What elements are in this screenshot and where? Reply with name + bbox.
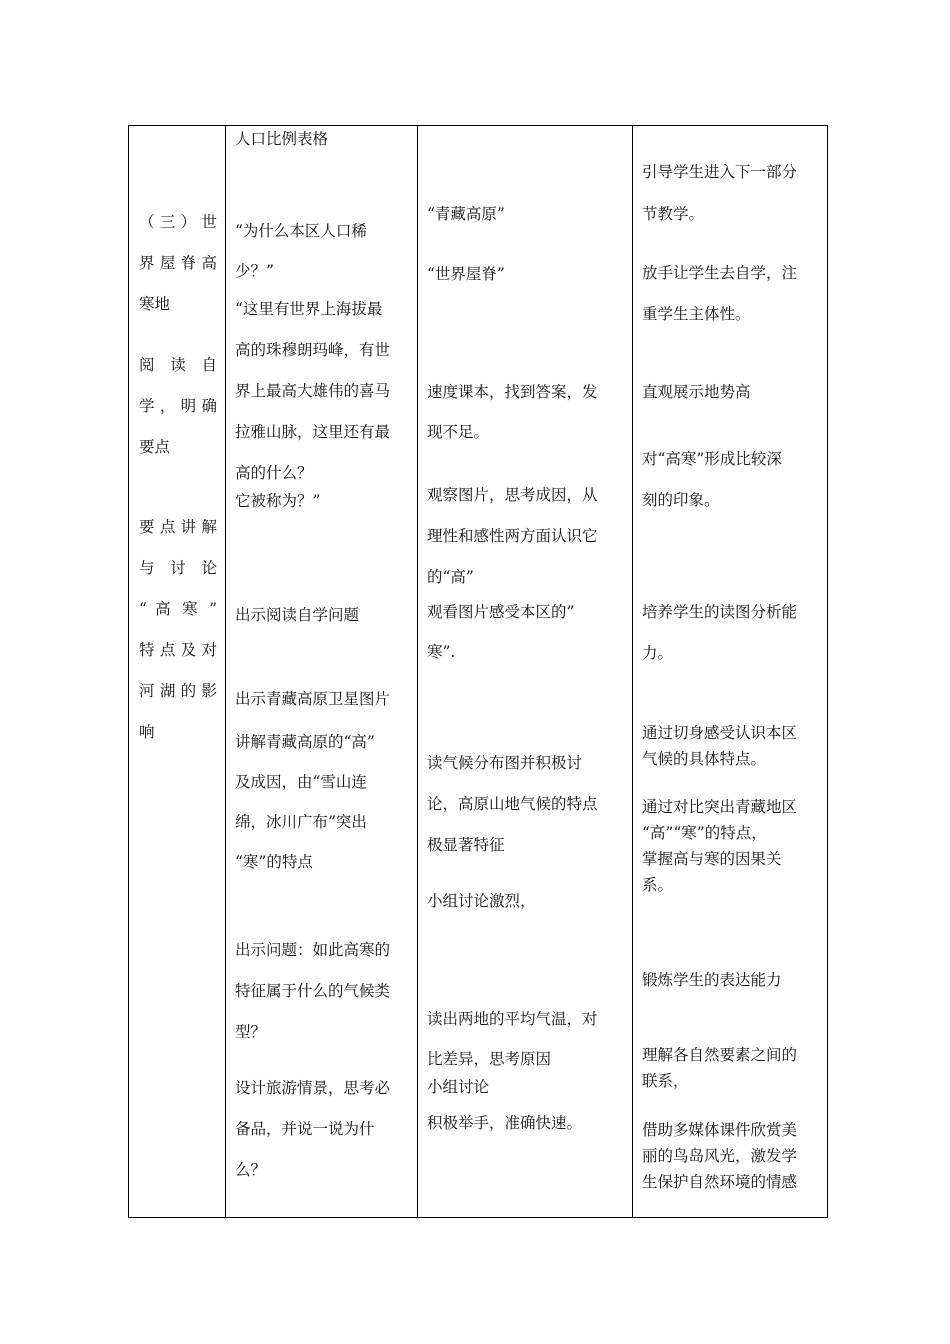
text-block: 培养学生的读图分析能 力。 — [642, 603, 798, 662]
text-block: 直观展示地势高 — [642, 383, 751, 401]
text-block: “青藏高原” — [427, 205, 505, 223]
text-block: 读出两地的平均气温，对 比差异，思考原因 — [427, 1010, 598, 1068]
text-block: 出示阅读自学问题 — [235, 606, 360, 624]
text-block: 借助多媒体课件欣赏美 丽的鸟岛风光，激发学 生保护自然环境的情感 — [642, 1121, 798, 1191]
text-block: 人口比例表格 — [235, 130, 329, 148]
text-block: “为什么本区人口稀 少？” — [235, 222, 367, 280]
column-teaching-steps — [139, 126, 217, 1217]
text-block: 通过对比突出青藏地区 “高”“寒”的特点， 掌握高与寒的因果关 系。 — [642, 798, 798, 894]
column-divider — [225, 126, 226, 1217]
text-block: 观看图片感受本区的” 寒”. — [427, 603, 575, 661]
text-block: 设计旅游情景，思考必 备品，并说一说为什 么？ — [235, 1079, 391, 1179]
text-block: 理解各自然要素之间的 联系， — [642, 1046, 798, 1090]
reading-step: 阅 读 自 学，明确 要点 — [139, 356, 217, 456]
text-block: 引导学生进入下一部分 节教学。 — [642, 163, 798, 223]
text-block: “这里有世界上海拔最 高的珠穆朗玛峰，有世 界上最高大雄伟的喜马 拉雅山脉，这里还有最 高的什么？ — [235, 300, 391, 482]
text-block: 它被称为？” — [235, 492, 321, 510]
text-block: 积极举手，准确快速。 — [427, 1114, 583, 1132]
column-divider — [417, 126, 418, 1217]
text-block: 出示青藏高原卫星图片 — [235, 690, 391, 708]
text-block: 速度课本，找到答案，发 现不足。 — [427, 383, 598, 441]
column-divider — [632, 126, 633, 1217]
text-block: 讲解青藏高原的“高” 及成因，由“雪山连 绵，冰川广布”突出 “寒”的特点 — [235, 733, 375, 871]
text-block: 放手让学生去自学，注 重学生主体性。 — [642, 264, 798, 323]
column-teacher-activity — [235, 126, 411, 1217]
text-block: 读气候分布图并积极讨 论，高原山地气候的特点 极显著特征 — [427, 754, 598, 854]
text-block: 对“高寒”形成比较深 刻的印象。 — [642, 450, 782, 509]
text-block: 小组讨论 — [427, 1078, 490, 1096]
lesson-plan-table — [128, 125, 828, 1218]
text-block: 通过切身感受认识本区 气候的具体特点。 — [642, 724, 798, 768]
text-block: 出示问题：如此高寒的 特征属于什么的气候类 型？ — [235, 941, 391, 1041]
text-block: 锻炼学生的表达能力 — [642, 971, 782, 989]
text-block: “世界屋脊” — [427, 265, 505, 283]
text-block: 小组讨论激烈， — [427, 892, 536, 910]
column-design-intent — [642, 126, 824, 1217]
section-title: （三）世 界屋脊高 寒地 — [139, 213, 217, 313]
text-block: 观察图片，思考成因，从 理性和感性两方面认识它 的“高” — [427, 486, 598, 586]
explain-step: 要点讲解 与 讨 论 “ 高 寒 ” 特点及对 河湖的影 响 — [139, 518, 217, 741]
column-student-activity — [427, 126, 627, 1217]
